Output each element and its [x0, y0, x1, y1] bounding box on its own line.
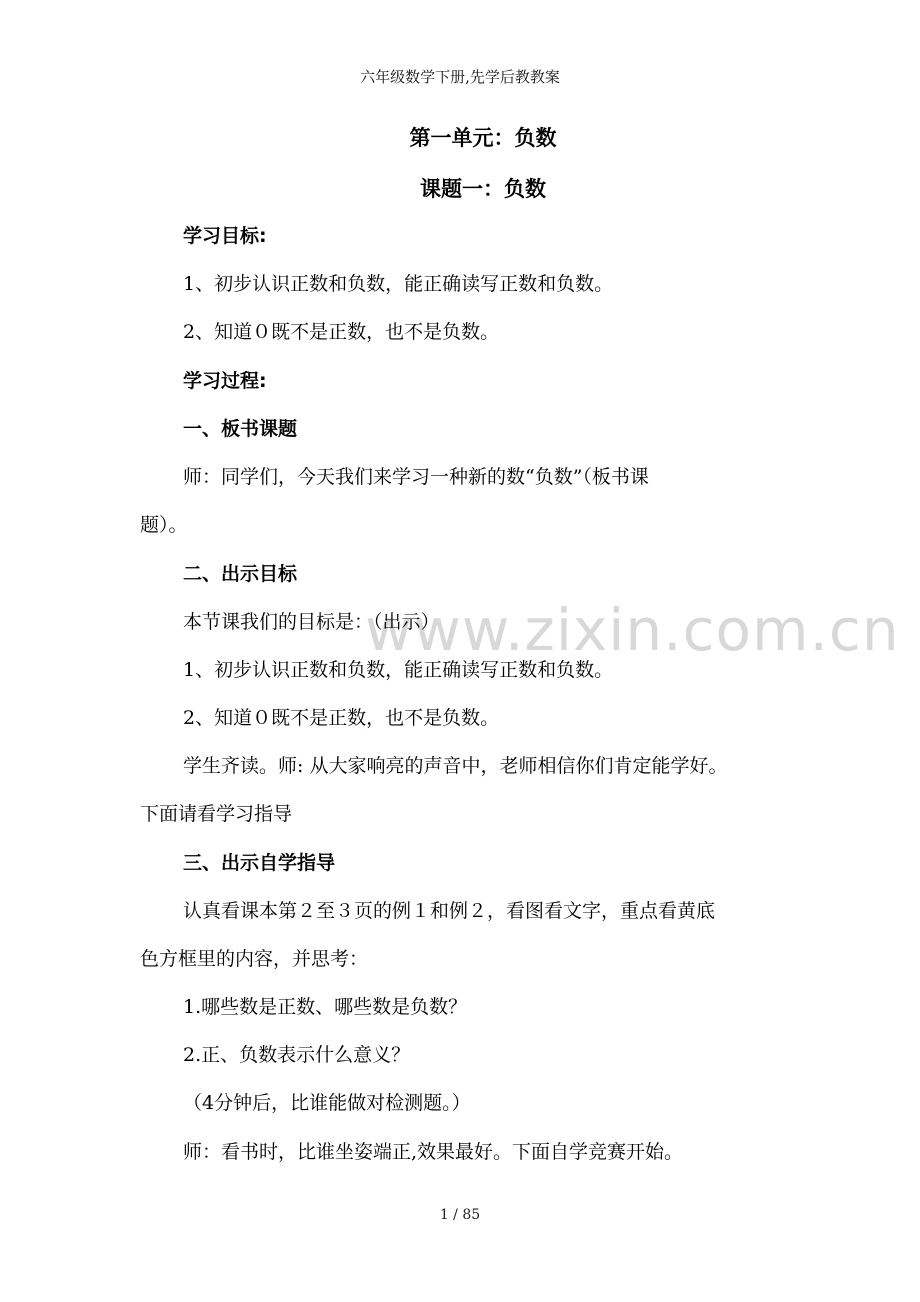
goal-item-2: 2、知道０既不是正数，也不是负数。 [183, 321, 500, 343]
watermark: www.zixin.com.cn [365, 596, 900, 664]
section-1-heading: 一、板书课题 [183, 418, 298, 440]
section-3-paragraph-continued: 色方框里的内容，并思考： [140, 948, 369, 970]
page-header: 六年级数学下册,先学后教教案 [360, 68, 560, 86]
question-item-2: 2.正、负数表示什么意义？ [183, 1044, 411, 1066]
section-1-paragraph-continued: 题）。 [140, 514, 188, 536]
section-3-paragraph: 认真看课本第２至３页的例１和例２，看图看文字，重点看黄底 [183, 900, 716, 922]
teacher-line: 师：看书时，比谁坐姿端正,效果最好。下面自学竞赛开始。 [183, 1141, 684, 1163]
lesson-title: 课题一：负数 [420, 177, 546, 201]
section-1-paragraph: 师：同学们，今天我们来学习一种新的数“负数”（板书课 [183, 466, 649, 488]
section-2-goal-1: 1、初步认识正数和负数，能正确读写正数和负数。 [183, 659, 614, 681]
section-2-intro: 本节课我们的目标是：（出示） [183, 611, 440, 633]
section-2-paragraph: 学生齐读。师: 从大家响亮的声音中，老师相信你们肯定能学好。 [183, 755, 728, 777]
section-2-paragraph-continued: 下面请看学习指导 [140, 803, 293, 825]
unit-title: 第一单元：负数 [409, 126, 557, 150]
time-note: （4分钟后，比谁能做对检测题。） [183, 1092, 471, 1114]
page-number: 1 / 85 [439, 1207, 481, 1223]
section-2-heading: 二、出示目标 [183, 563, 298, 585]
question-item-1: 1.哪些数是正数、哪些数是负数？ [183, 996, 468, 1018]
process-heading: 学习过程: [183, 370, 267, 392]
goals-heading: 学习目标: [183, 225, 267, 247]
goal-item-1: 1、初步认识正数和负数，能正确读写正数和负数。 [183, 273, 614, 295]
section-3-heading: 三、出示自学指导 [183, 852, 336, 874]
section-2-goal-2: 2、知道０既不是正数，也不是负数。 [183, 707, 500, 729]
